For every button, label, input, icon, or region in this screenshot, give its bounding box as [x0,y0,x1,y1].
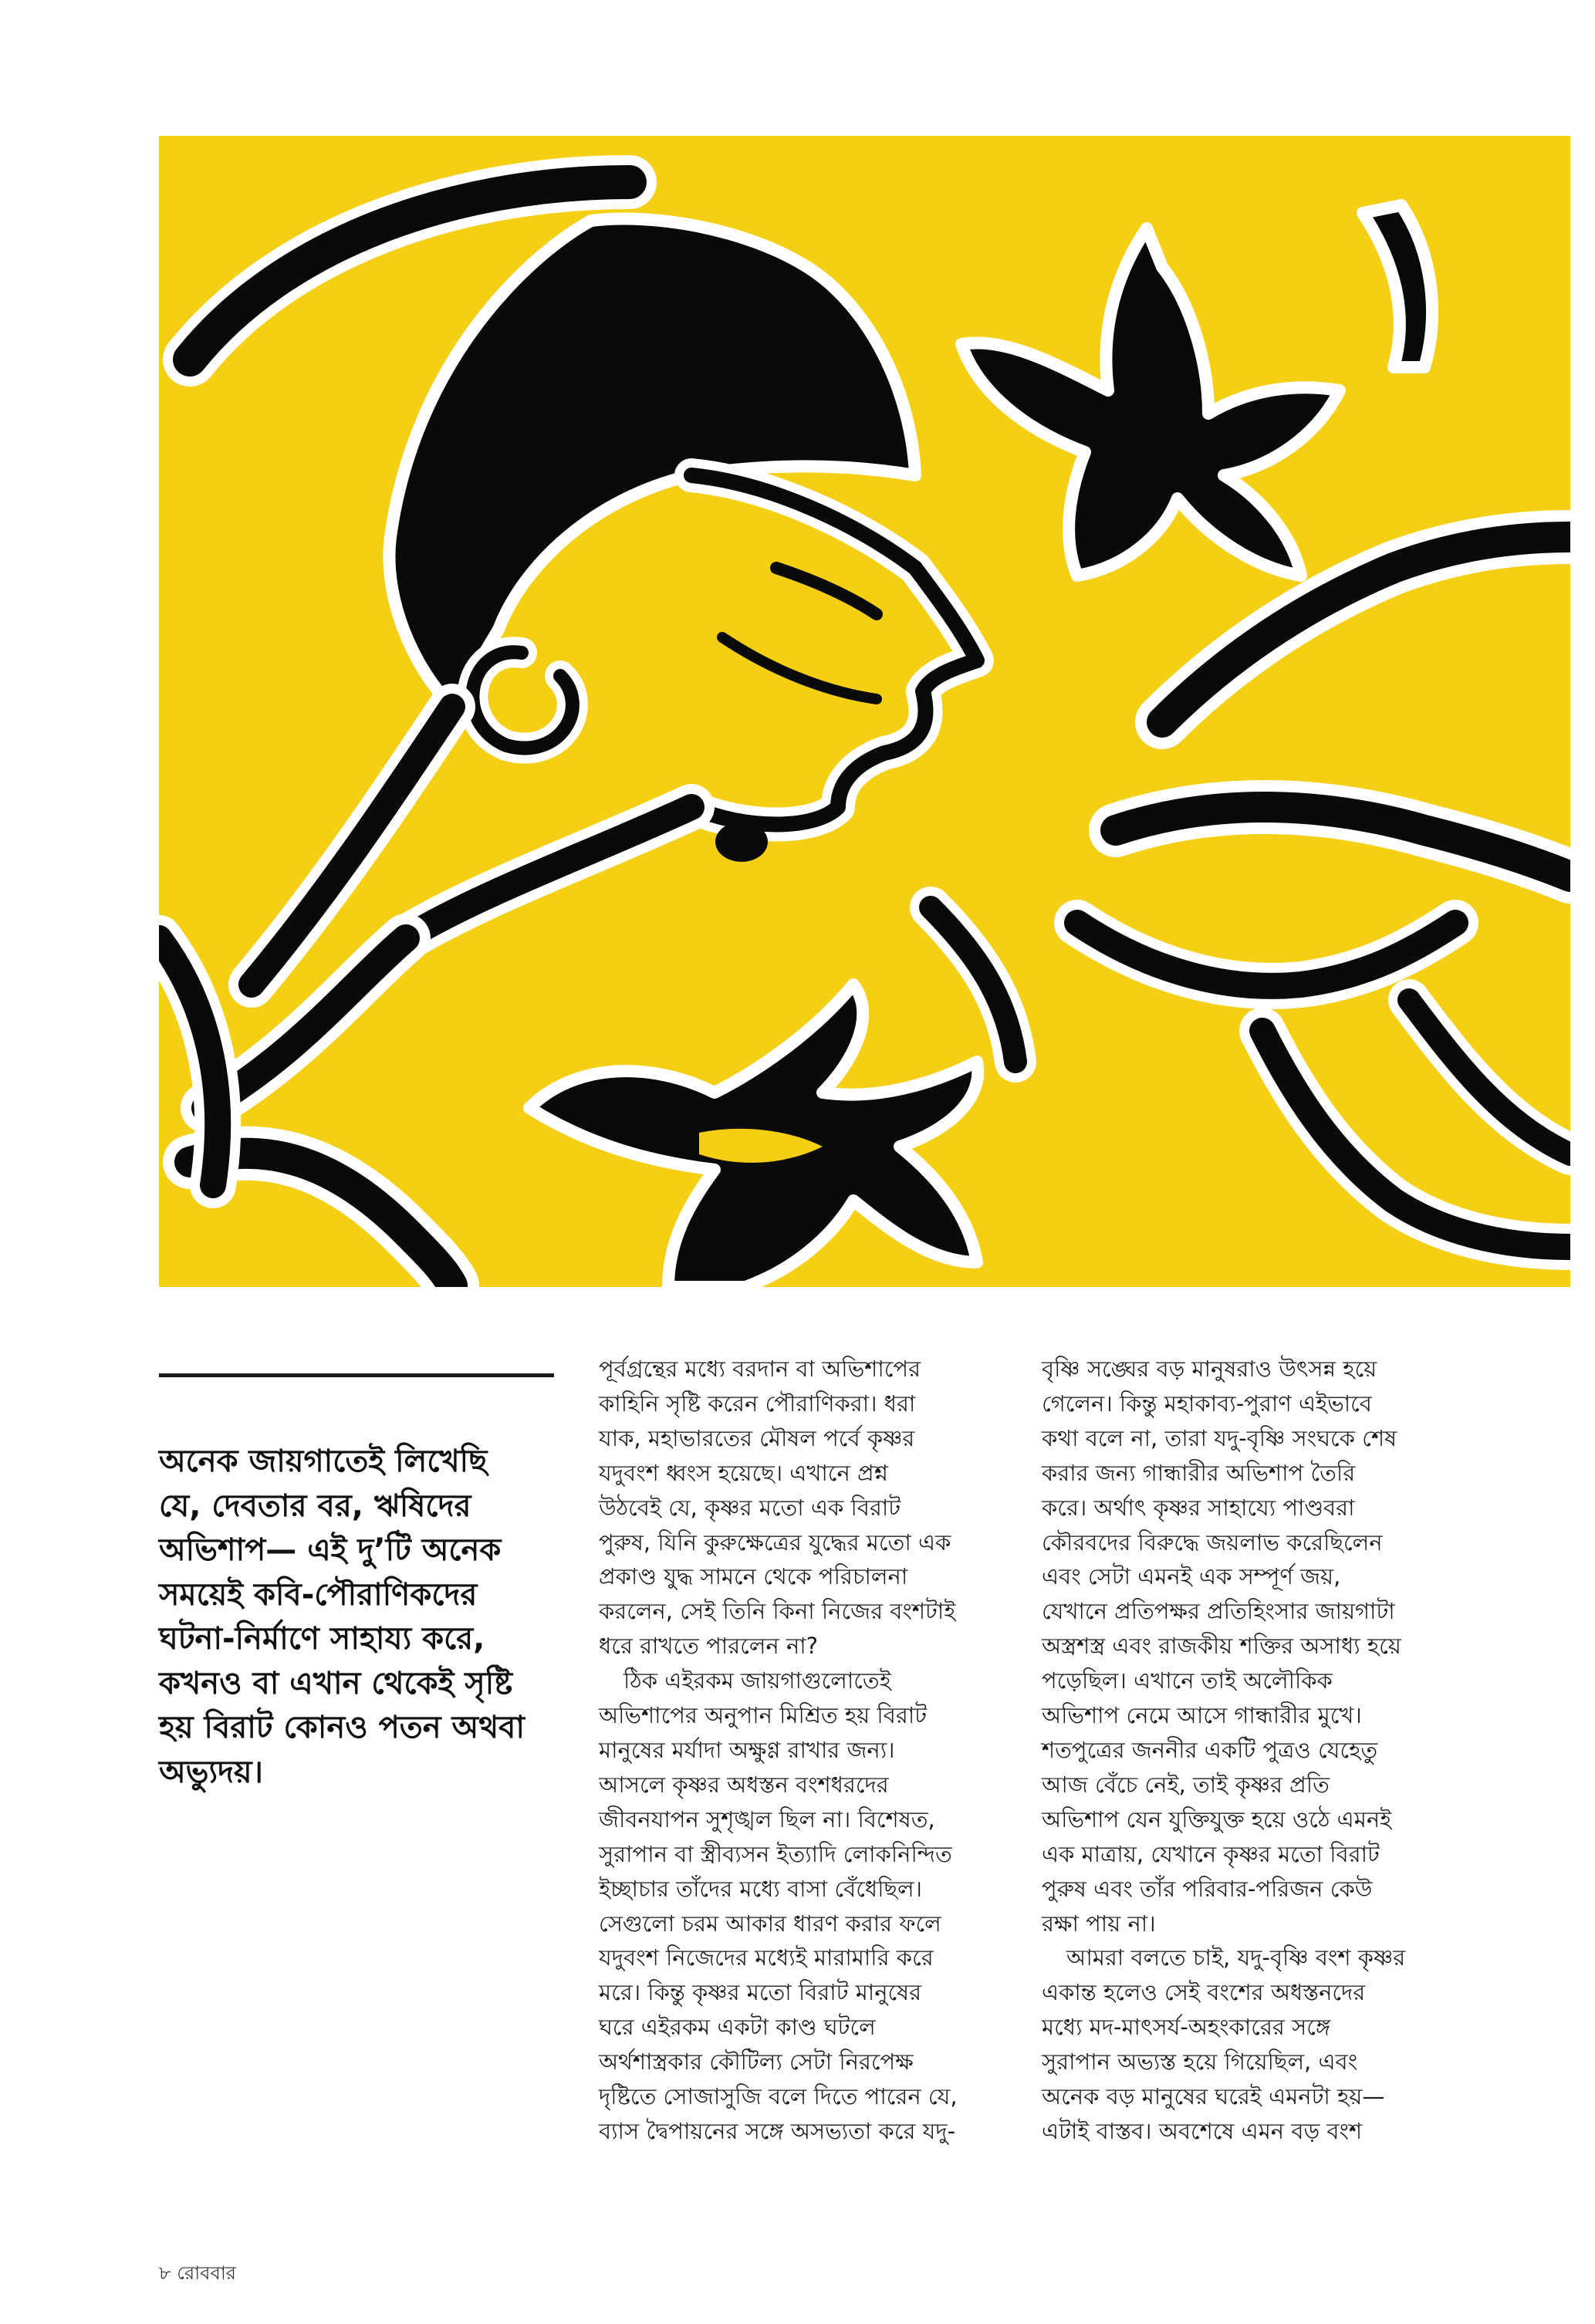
pull-quote [159,1440,560,1795]
body-line: প্রকাণ্ড যুদ্ধ সামনে থেকে পরিচালনা [599,1563,908,1590]
body-line: উঠবেই যে, কৃষ্ণর মতো এক বিরাট [599,1494,901,1521]
body-line: ব্যাস দ্বৈপায়নের সঙ্গে অসভ্যতা করে যদু- [599,2117,956,2144]
body-line: এটাই বাস্তব। অবশেষে এমন বড় বংশ [1042,2117,1363,2144]
body-line: যাক, মহাভারতের মৌষল পর্বে কৃষ্ণর [599,1424,915,1451]
body-line: আজ বেঁচে নেই, তাই কৃষ্ণর প্রতি [1042,1771,1330,1798]
body-line: পড়েছিল। এখানে তাই অলৌকিক [1042,1667,1333,1694]
page-folio: ৮ রোববার [159,2262,236,2284]
body-line: অর্থশাস্ত্রকার কৌটিল্য সেটা নিরপেক্ষ [599,2049,914,2076]
body-line: অস্ত্রশস্ত্র এবং রাজকীয় শক্তির অসাধ্য হয়ে [1042,1633,1401,1660]
pull-quote-line: অভিশাপ— এই দু’টি অনেক [159,1532,502,1568]
body-line: আসলে কৃষ্ণর অধস্তন বংশধরদের [599,1771,889,1798]
pullquote-rule [159,1373,554,1377]
body-line: যদুবংশ নিজেদের মধ্যেই মারামারি করে [599,1944,934,1971]
body-line: ইচ্ছাচার তাঁদের মধ্যে বাসা বেঁধেছিল। [599,1875,923,1902]
body-line: দৃষ্টিতে সোজাসুজি বলে দিতে পারেন যে, [599,2083,958,2110]
body-line: ঘরে এইরকম একটা কাণ্ড ঘটলে [599,2014,876,2041]
body-line: শতপুত্রের জননীর একটি পুত্রও যেহেতু [1042,1736,1378,1763]
body-line: করার জন্য গান্ধারীর অভিশাপ তৈরি [1042,1459,1356,1486]
body-line: করলেন, সেই তিনি কিনা নিজের বংশটাই [599,1598,956,1625]
pull-quote-line: কখনও বা এখান থেকেই সৃষ্টি [159,1665,513,1701]
body-line: অনেক বড় মানুষের ঘরেই এমনটা হয়— [1042,2083,1385,2110]
body-line: ঠিক এইরকম জায়গাগুলোতেই [623,1667,891,1694]
body-line: একান্ত হলেও সেই বংশের অধস্তনদের [1042,1979,1366,2006]
pull-quote-line: অভ্যুদয়। [159,1754,263,1790]
pull-quote-line: যে, দেবতার বর, ঋষিদের [159,1488,471,1524]
body-column-2 [1042,1352,1474,2149]
body-line: ধরে রাখতে পারলেন না? [599,1633,819,1660]
body-line: যেখানে প্রতিপক্ষর প্রতিহিংসার জায়গাটা [1042,1598,1395,1625]
body-line: মরে। কিন্তু কৃষ্ণর মতো বিরাট মানুষের [599,1979,922,2006]
body-column-1 [599,1352,1031,2149]
body-line: যদুবংশ ধ্বংস হয়েছে। এখানে প্রশ্ন [599,1459,888,1486]
pull-quote-line: ঘটনা-নির্মাণে সাহায্য করে, [159,1621,485,1657]
body-line: গেলেন। কিন্তু মহাকাব্য-পুরাণ এইভাবে [1042,1390,1372,1417]
body-line: মধ্যে মদ-মাৎসর্য-অহংকারের সঙ্গে [1042,2014,1331,2041]
body-line: পুরুষ এবং তাঁর পরিবার-পরিজন কেউ [1042,1875,1373,1902]
body-line: কথা বলে না, তারা যদু-বৃষ্ণি সংঘকে শেষ [1042,1424,1397,1451]
body-line: বৃষ্ণি সঙ্ঘের বড় মানুষরাও উৎসন্ন হয়ে [1042,1356,1377,1382]
body-line: কৌরবদের বিরুদ্ধে জয়লাভ করেছিলেন [1042,1529,1383,1556]
pull-quote-line: সময়েই কবি-পৌরাণিকদের [159,1576,478,1613]
body-line: সেগুলো চরম আকার ধারণ করার ফলে [599,1910,941,1937]
body-line: অভিশাপ নেমে আসে গান্ধারীর মুখে। [1042,1702,1362,1729]
body-line: সুরাপান বা স্ত্রীব্যসন ইত্যাদি লোকনিন্দিত [599,1840,952,1867]
pull-quote-line: হয় বিরাট কোনও পতন অথবা [159,1710,525,1745]
body-line: অভিশাপ যেন যুক্তিযুক্ত হয়ে ওঠে এমনই [1042,1805,1392,1833]
body-line: সুরাপান অভ্যস্ত হয়ে গিয়েছিল, এবং [1042,2049,1358,2076]
body-line: কাহিনি সৃষ্টি করেন পৌরাণিকরা। ধরা [599,1390,916,1417]
body-line: পূর্বগ্রন্থের মধ্যে বরদান বা অভিশাপের [599,1356,921,1382]
body-line: আমরা বলতে চাই, যদু-বৃষ্ণি বংশ কৃষ্ণর [1066,1944,1406,1971]
body-line: জীবনযাপন সুশৃঙ্খল ছিল না। বিশেষত, [599,1805,935,1833]
pull-quote-line: অনেক জায়গাতেই লিখেছি [159,1444,488,1479]
illustration [159,136,1570,1287]
body-line: এবং সেটা এমনই এক সম্পূর্ণ জয়, [1042,1563,1341,1590]
body-line: অভিশাপের অনুপান মিশ্রিত হয় বিরাট [599,1702,928,1729]
body-line: রক্ষা পায় না। [1042,1910,1156,1937]
body-line: পুরুষ, যিনি কুরুক্ষেত্রের যুদ্ধের মতো এক [599,1529,951,1556]
body-line: করে। অর্থাৎ কৃষ্ণর সাহায্যে পাণ্ডবরা [1042,1494,1355,1521]
body-line: এক মাত্রায়, যেখানে কৃষ্ণর মতো বিরাট [1042,1840,1380,1867]
body-line: মানুষের মর্যাদা অক্ষুণ্ণ রাখার জন্য। [599,1736,895,1763]
